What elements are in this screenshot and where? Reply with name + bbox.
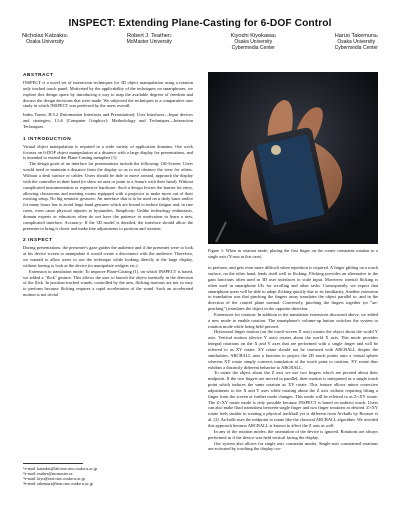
author-affiliation: Osaka University	[337, 39, 376, 46]
author-name: Robert J. Teather	[126, 33, 170, 39]
body-paragraph: to perform, and gets even more difficult when repetition is required. A finger gliding on a touch surface, on the other hand, lends itself well to flicking. Flicking provides an alternative to the gain functions often used in 3D user interfaces to scale input. Moreover, inertial flicking is often used in smartphone UIs for scrolling and other tasks. Consequently, we expect that smartphone users will be able to adopt flicking quickly due to its familiarity. Another extension to translation was that pinching the fingers away translates the object parallel to, and in the direction of the control plane normal. Conversely, pinching the fingers together (or "un-pinching") translates the object in the opposite direction.	[208, 265, 378, 312]
footnote: $^4$e-mail: takemura@ime.cmc.osaka-u.ac.jp	[23, 481, 93, 487]
figure-photo	[208, 72, 378, 244]
author-affiliation: McMaster University	[126, 39, 172, 46]
inspect-paragraph: During presentations, the presenter's gaze guides the audience and if the presenter were to look at his device screen to manipulate it would create a disconnect with the audience. Therefore, we wanted to allow users to use the technique while looking directly at the large display, without having to look at the device (to manipulate widgets etc.).	[23, 245, 193, 268]
author-affiliation-dept: Cybermedia Center	[334, 45, 378, 52]
abstract-text: INSPECT is a novel set of interaction techniques for 3D object manipulation using a rotation only tracked touch panel. Motivated by the applicability of the techniques on smartphones, we explore this design space by introducing a way to map the available degrees of freedom and discuss the design decisions that were made. We subjected the techniques to a comparative user study in which INSPECT was preferred by the users overall.	[23, 80, 193, 109]
author-affiliation: Osaka University	[234, 39, 273, 46]
author-block	[22, 33, 68, 52]
footnote-rule	[23, 463, 83, 464]
author-name: Haruo Takemura	[334, 33, 377, 39]
figure-caption: Figure 1: When in rotation mode, placing the first finger on the corner constrains rotation to a single axis (Y-axis in this case).	[208, 248, 378, 259]
author-block	[231, 33, 276, 52]
author-name: Kiyoshi Kiyokawa	[230, 33, 275, 39]
abstract-heading: ABSTRACT	[23, 72, 54, 77]
intro-paragraph: Virtual object manipulation is required in a wide variety of application domains. Our work focuses on 6-DOF object manipulation at a distance with a large display for presentations, and is intended to extend the Plane-Casting metaphor [1].	[23, 143, 193, 161]
footnote: $^2$e-mail: teather@mcmaster.ca	[23, 470, 73, 476]
author-list	[22, 33, 378, 52]
index-terms: Index Terms: H.5.2 [Information Interfaces and Presentation]: User Interfaces—Input devices and strategies; I.3.6 [Computer Graphics]: Methodology and Techniques—Interaction Techniques.	[23, 112, 193, 129]
body-paragraph: In any of the rotation modes, the orientation of the device is ignored. Rotations are always performed as if the device was held vertical facing the display.	[208, 428, 378, 440]
author-footnote-marker: 1	[66, 34, 68, 38]
author-block	[127, 33, 172, 52]
touch-point-marker	[271, 145, 281, 155]
intro-heading: 1 INTRODUCTION	[23, 135, 72, 141]
intro-paragraph: The design goals of an interface for presentations include the following: Off-Screen: Users would need to maintain a distance from the display so as to not obstruct the view for others. Without a desk surface or cables: Users should be able to move around, approach the display with the controller in their hand (to show an area or point to a feature with their hand). Without complicated instrumentation or expensive hardware: Such a design lowers the barrier for entry, allowing classrooms and meeting rooms equipped with a projector to make more out of their existing setup. No big semiotic gestures: An interface that is to be used on a daily basis and/or for many hours has to avoid large hand gestures which are bound to induce fatigue and, in rare cases, even cause physical injuries to bystanders. Simplicity: Unlike technology enthusiasts, domain experts or educators often do not have the patience or motivation to learn a new, complicated interface. Accuracy: If the 3D model is detailed, the interface should allow the presenter to bring it closer and make fine adjustments to position and rotation.	[23, 161, 193, 231]
footnote: $^3$e-mail: kiyo@ime.cmc.osaka-u.ac.jp	[23, 476, 85, 482]
figure-illustration	[208, 72, 378, 244]
footnotes	[23, 463, 193, 487]
body-paragraph: Our system also allows for single axis constraint modes. Single-axis constrained rotations are activated by touching the display cor-	[208, 440, 378, 452]
author-affiliation-dept: Cybermedia Center	[231, 45, 275, 52]
author-block	[335, 33, 378, 52]
author-footnote-marker: 2	[169, 34, 172, 38]
author-name: Nicholas Katzakis	[22, 33, 67, 39]
inspect-heading: 2 INSPECT	[23, 237, 53, 243]
left-column	[23, 72, 193, 298]
body-paragraph: Horizontal finger motion (on the touch-screen X axis) rotates the object about the world Y axis. Vertical motion (device Y axis) rotates about the world X axis. This mode provides integral rotations on the X and Y axes that are performed with a single finger and will be referred to as XY rotate. XY rotate should not be confused with ARCBALL despite the similarities. ARCBALL uses a function to project the 2D touch points onto a virtual sphere whereas XY rotate simply converts translation of the touch point to rotation. XY rotate thus exhibits a distinctly different behavior to ARCBALL.	[208, 329, 378, 370]
body-paragraph: To rotate the object about the Z axis we use two fingers which are pivoted about their midpoint. If the two fingers are moved in parallel, their motion is interpreted as a single touch point which induces the same rotation as XY rotate. This feature allows minor corrective adjustments to the X and Y axes while rotating about the Z axis without requiring lifting a finger from the screen or further mode changes. This mode will be referred to as Z+XY rotate. The Z+XY rotate mode is only possible because INSPECT is based on indirect touch. Users can also make fluid transitions between single finger and two finger rotations as desired. Z+XY rotate feels similar to rotating a physical trackball yet is different from Arcballs by Rousset et al. [3]. Arcballs uses the midpoint to rotate like the classical ARCBALL algorithm. We avoided this approach because ARCBALL is known to affect the Z axis as well.	[208, 370, 378, 428]
inspect-paragraph: Extension to translation mode: To improve Plane-Casting [1], on which INSPECT is based, we added a "flick" gesture. This allows the user to launch the object inertially in the direction of the flick. In position-tracked wands, controlled by the arm, flicking motions are not so easy to perform because flicking requires a rapid acceleration of the wand. Such an accelerated motion is not trivial	[23, 268, 193, 298]
author-affiliation: Osaka University	[26, 39, 64, 46]
body-paragraph: Extensions for rotation: In addition to the translation extensions discussed above, we added a new mode to enable rotation. The smartphone's volume-up button switches the system to rotation mode while being held pressed.	[208, 311, 378, 329]
author-footnote-marker: 3	[274, 34, 276, 38]
author-footnote-marker: 4	[376, 34, 378, 38]
footnote: $^1$e-mail: katzakis@lab.ime.cmc.osaka-u.ac.jp	[23, 465, 98, 471]
paper-title: INSPECT: Extending Plane-Casting for 6-DOF Control	[68, 18, 332, 29]
right-column	[208, 72, 378, 452]
